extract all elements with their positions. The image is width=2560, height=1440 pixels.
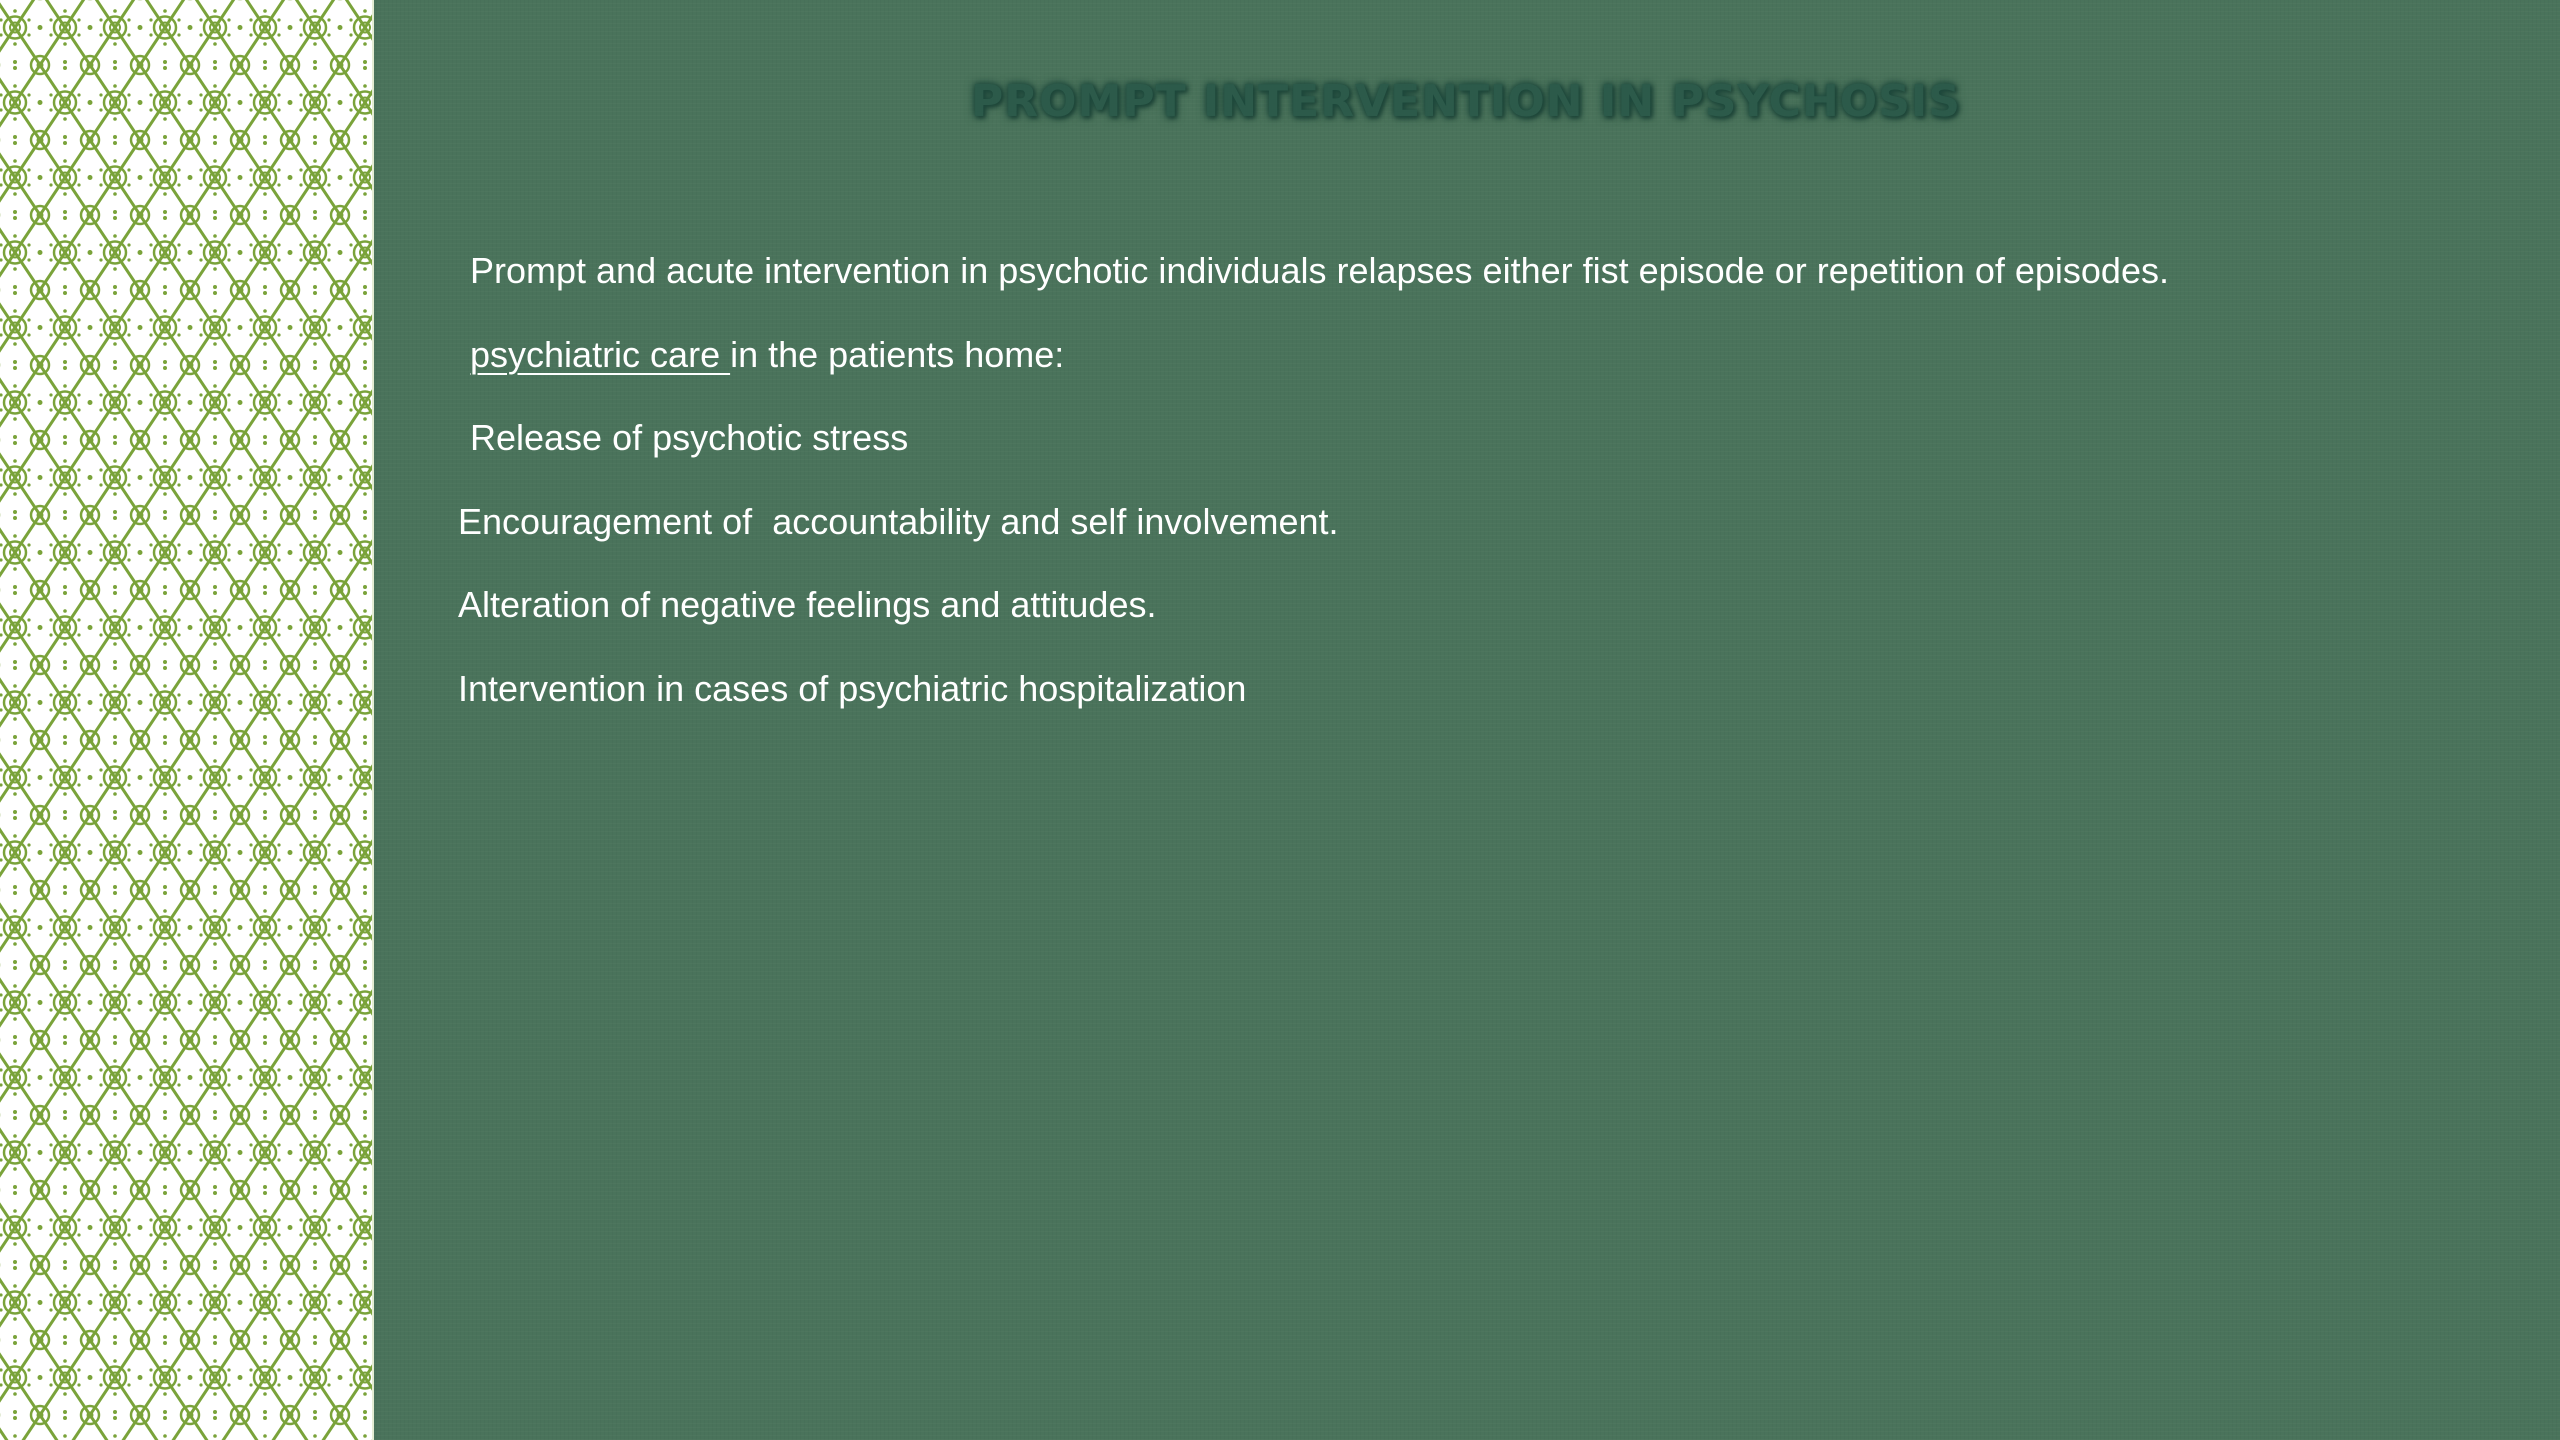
bullet-text: in the patients home: [730, 333, 1065, 375]
decorative-pattern-panel [0, 0, 374, 1440]
bullet-item-2 [458, 326, 2169, 410]
bullet-item-4 [458, 493, 2169, 577]
bullet-text: Release of psychotic stress [470, 417, 909, 458]
bullet-text: Alteration of negative feelings and attitudes. [458, 584, 1157, 625]
bullet-text: Encouragement of accountability and self involvement. [458, 500, 1339, 542]
bullet-item-6 [458, 660, 2169, 744]
psychiatric-care-link[interactable]: psychiatric care [470, 333, 731, 375]
slide-title: PROMPT INTERVENTION IN PSYCHOSIS [971, 76, 1961, 127]
bullet-item-1 [458, 242, 2169, 326]
bullet-list [458, 242, 2169, 743]
bullet-item-3 [458, 409, 2169, 493]
diamond-pattern-icon [0, 0, 372, 1440]
bullet-text: Prompt and acute intervention in psychotic individuals relapses either fist episode or repetition of episodes. [470, 250, 2169, 291]
bullet-item-5 [458, 576, 2169, 660]
bullet-text: Intervention in cases of psychiatric hospitalization [458, 667, 1247, 709]
